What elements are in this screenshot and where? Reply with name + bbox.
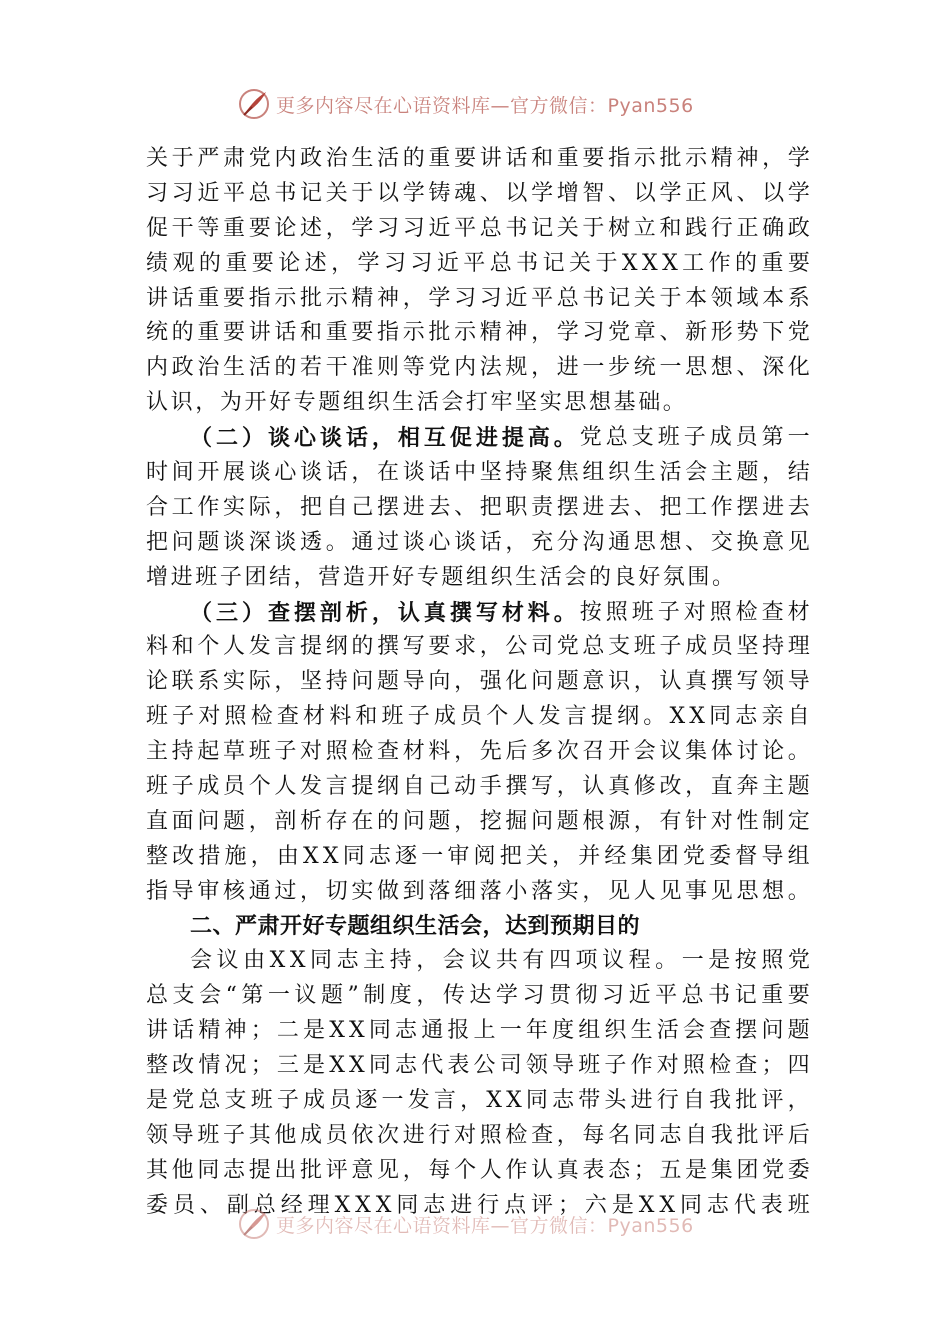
text-line: 合 工 作 实 际 ， 把 自 己 摆 进 去 、 把 职 责 摆 进 去 、 把 工 作 摆 进 去 bbox=[146, 494, 810, 520]
text-line: 料 和 个 人 发 言 提 纲 的 撰 写 要 求 ， 公 司 党 总 支 班 子 成 员 坚 持 理 bbox=[146, 634, 810, 660]
text-line: 绩 观 的 重 要 论 述 ， 学 习 习 近 平 总 书 记 关 于 X X X 工 作 的 重 要 bbox=[146, 250, 810, 276]
document-body bbox=[146, 142, 810, 1224]
text-line: 指 导 审 核 通 过 ， 切 实 做 到 落 细 落 小 落 实 ， 见 人 见 事 见 思 想 。 bbox=[146, 878, 810, 904]
text-line: 促 干 等 重 要 论 述 ， 学 习 习 近 平 总 书 记 关 于 树 立 和 践 行 正 确 政 bbox=[146, 215, 810, 241]
text-line: 论 联 系 实 际 ， 坚 持 问 题 导 向 ， 强 化 问 题 意 识 ， 认 真 撰 写 领 导 bbox=[146, 669, 810, 695]
watermark-text: 更多内容尽在心语资料库—官方微信：Pyan556 bbox=[276, 1214, 694, 1237]
text-line: 关 于 严 肃 党 内 政 治 生 活 的 重 要 讲 话 和 重 要 指 示 批 示 精 神 ， 学 bbox=[146, 146, 810, 171]
text-line: 把 问 题 谈 深 谈 透 。 通 过 谈 心 谈 话 ， 充 分 沟 通 思 想 、 交 换 意 见 bbox=[146, 529, 810, 555]
text-line: 内 政 治 生 活 的 若 干 准 则 等 党 内 法 规 ， 进 一 步 统 一 思 想 、 深 化 bbox=[146, 355, 810, 381]
text-line: （ 三 ） 查 摆 剖 析 ， 认 真 撰 写 材 料 。 按 照 班 子 对 照 检 查 材 bbox=[190, 599, 810, 626]
text-line: 总 支 会 “ 第 一 议 题 ” 制 度 ， 传 达 学 习 贯 彻 习 近 平 总 书 记 重 要 bbox=[146, 983, 810, 1009]
text-line: 领 导 班 子 其 他 成 员 依 次 进 行 对 照 检 查 ， 每 名 同 志 自 我 批 评 后 bbox=[146, 1122, 810, 1148]
text-line: 是 党 总 支 班 子 成 员 逐 一 发 言 ， X X 同 志 带 头 进 行 自 我 批 评 ， bbox=[146, 1088, 810, 1114]
text-line: 班 子 成 员 个 人 发 言 提 纲 自 己 动 手 撰 写 ， 认 真 修 改 ， 直 奔 主 题 bbox=[146, 774, 810, 800]
text-line: 认 识 ， 为 开 好 专 题 组 织 生 活 会 打 牢 坚 实 思 想 基 础 。 bbox=[146, 390, 688, 416]
text-line: 讲 话 重 要 指 示 批 示 精 神 ， 学 习 习 近 平 总 书 记 关 于 本 领 域 本 系 bbox=[146, 285, 810, 311]
text-line: 时 间 开 展 谈 心 谈 话 ， 在 谈 话 中 坚 持 聚 焦 组 织 生 活 会 主 题 ， 结 bbox=[146, 460, 810, 486]
watermark-banner-top bbox=[236, 86, 694, 122]
text-line: 主 持 起 草 班 子 对 照 检 查 材 料 ， 先 后 多 次 召 开 会 议 集 体 讨 论 。 bbox=[146, 739, 810, 765]
text-line: 讲 话 精 神 ； 二 是 X X 同 志 通 报 上 一 年 度 组 织 生 活 会 查 摆 问 题 bbox=[146, 1018, 810, 1044]
quill-logo-icon bbox=[236, 1206, 272, 1242]
text-line: 统 的 重 要 讲 话 和 重 要 指 示 批 示 精 神 ， 学 习 党 章 、 新 形 势 下 党 bbox=[146, 320, 810, 346]
text-line: （ 二 ） 谈 心 谈 话 ， 相 互 促 进 提 高 。 党 总 支 班 子 成 员 第 一 bbox=[190, 425, 810, 452]
text-line: 委 员 、 副 总 经 理 X X X 同 志 进 行 点 评 ； 六 是 X X 同 志 代 表 班 bbox=[146, 1192, 810, 1218]
text-line: 习 习 近 平 总 书 记 关 于 以 学 铸 魂 、 以 学 增 智 、 以 学 正 风 、 以 学 bbox=[146, 180, 810, 206]
watermark-text: 更多内容尽在心语资料库—官方微信：Pyan556 bbox=[276, 94, 694, 117]
text-line: 班 子 对 照 检 查 材 料 和 班 子 成 员 个 人 发 言 提 纲 。 X X 同 志 亲 自 bbox=[146, 704, 810, 730]
text-line: 整 改 措 施 ， 由 X X 同 志 逐 一 审 阅 把 关 ， 并 经 集 团 党 委 督 导 组 bbox=[146, 843, 810, 869]
quill-logo-icon bbox=[236, 86, 272, 122]
text-line: 整 改 情 况 ； 三 是 X X 同 志 代 表 公 司 领 导 班 子 作 对 照 检 查 ； 四 bbox=[146, 1053, 810, 1079]
watermark-banner-bottom bbox=[236, 1206, 694, 1242]
text-line: 其 他 同 志 提 出 批 评 意 见 ， 每 个 人 作 认 真 表 态 ； 五 是 集 团 党 委 bbox=[146, 1157, 810, 1183]
text-line: 直 面 问 题 ， 剖 析 存 在 的 问 题 ， 挖 掘 问 题 根 源 ， 有 针 对 性 制 定 bbox=[146, 808, 810, 834]
text-line: 增 进 班 子 团 结 ， 营 造 开 好 专 题 组 织 生 活 会 的 良 好 氛 围 。 bbox=[146, 564, 737, 590]
text-line: 会 议 由 X X 同 志 主 持 ， 会 议 共 有 四 项 议 程 。 一 是 按 照 党 bbox=[190, 948, 810, 974]
section-heading: 二、严肃开好专题组织生活会，达到预期目的 bbox=[190, 913, 641, 939]
